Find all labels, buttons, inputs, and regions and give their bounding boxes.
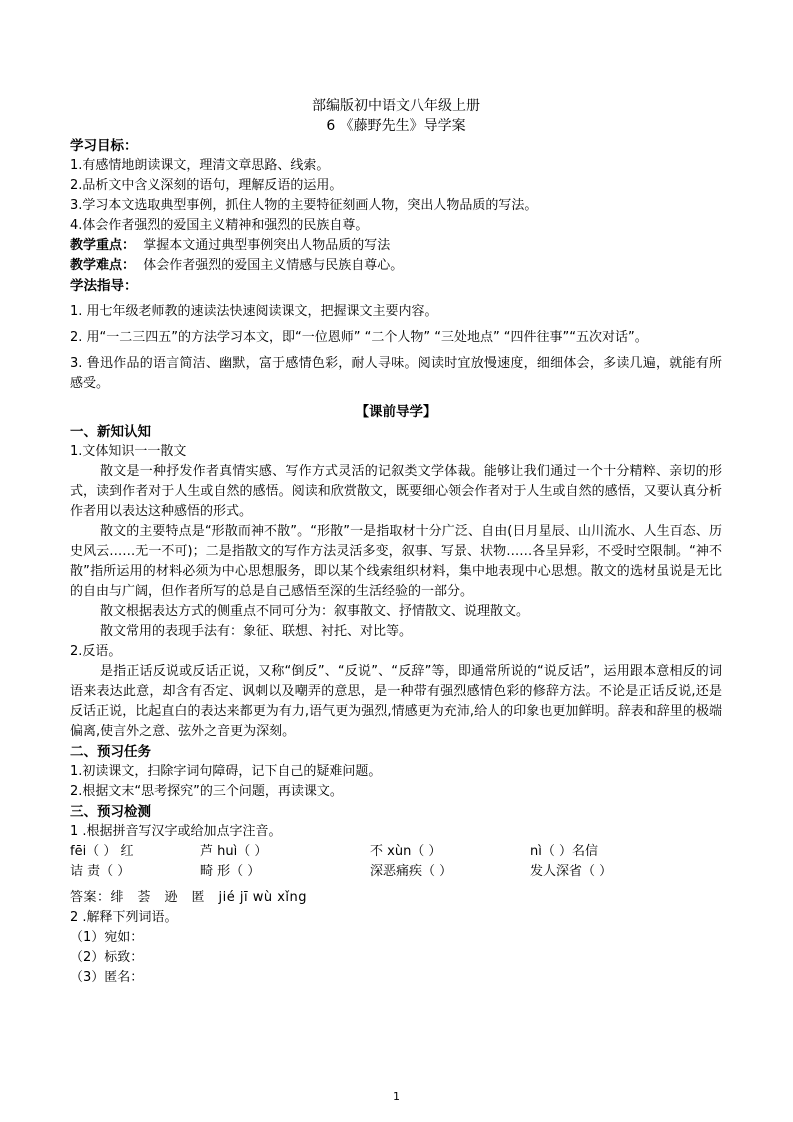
difficult-point <box>70 256 722 276</box>
objective-item: 1.有感情地朗读课文，理清文章思路、线索。 <box>70 158 330 173</box>
pinyin-row <box>70 862 722 882</box>
term-item: （1）宛如： <box>70 930 144 945</box>
part2-heading: 二、预习任务 <box>70 744 151 760</box>
pinyin-cell: nì（ ）名信 <box>530 844 598 859</box>
method-item: 2. 用“一二三四五”的方法学习本文，即“一位恩师” “二个人物” “三处地点” “四件往事”“五次对话”。 <box>70 330 648 345</box>
key-point <box>70 236 722 256</box>
part1-sub2: 2.反语。 <box>70 644 122 659</box>
term-item: （2）标致： <box>70 950 144 965</box>
term-item: （3）匿名： <box>70 970 144 985</box>
task-item: 1.初读课文，扫除字词句障碍，记下自己的疑难问题。 <box>70 764 382 779</box>
essay-paragraph: 散文是一种抒发作者真情实感、写作方式灵活的记叙类文学体裁。能够让我们通过一个十分精粹、亲切的形式，读到作者对于人生或自然的感悟。阅读和欣赏散文，既要细心领会作者对于人生或自然的感悟，又要认真分析作者用以表达这种感悟的形式。 <box>70 464 722 519</box>
objectives-heading: 学习目标： <box>70 138 138 154</box>
part1-heading: 一、新知认知 <box>70 424 151 440</box>
pinyin-cell: 诘 责（ ） <box>70 864 131 879</box>
method-heading: 学法指导： <box>70 278 138 294</box>
essay-paragraph: 散文根据表达方式的侧重点不同可分为：叙事散文、抒情散文、说理散文。 <box>100 604 530 619</box>
pinyin-cell: 不 xùn（ ） <box>370 844 442 859</box>
page-number: 1 <box>393 1090 400 1103</box>
pinyin-cell: fēi（ ） 红 <box>70 844 134 859</box>
pinyin-row <box>70 842 722 862</box>
pinyin-cell: 芦 huì（ ） <box>200 844 268 859</box>
pinyin-cell: 发人深省（ ） <box>530 864 613 879</box>
document-page <box>70 96 722 988</box>
objective-item: 3.学习本文选取典型事例，抓住人物的主要特征刻画人物，突出人物品质的写法。 <box>70 198 538 213</box>
preview-section-title: 【课前导学】 <box>355 404 437 420</box>
part1-sub1: 1.文体知识一一散文 <box>70 444 187 459</box>
difficult-point-text: 体会作者强烈的爱国主义情感与民族自尊心。 <box>143 258 404 273</box>
part3-heading: 三、预习检测 <box>70 804 151 820</box>
objective-item: 2.品析文中含义深刻的语句，理解反语的运用。 <box>70 178 343 193</box>
key-point-text: 掌握本文通过典型事例突出人物品质的写法 <box>143 238 391 253</box>
key-point-label: 教学重点： <box>70 238 136 253</box>
doc-title-line2: 6 《藤野先生》导学案 <box>326 118 466 134</box>
pinyin-cell: 深恶痛疾（ ） <box>370 864 453 879</box>
essay-paragraph: 散文常用的表现手法有：象征、联想、衬托、对比等。 <box>100 624 413 639</box>
task-item: 2.根据文末“思考探究”的三个问题，再读课文。 <box>70 784 343 799</box>
answer-line <box>70 888 722 908</box>
irony-paragraph: 是指正话反说或反话正说，又称“倒反”、“反说”、“反辞”等，即通常所说的“说反话”，运用跟本意相反的词语来表达此意，却含有否定、讽刺以及嘲弄的意思，是一种带有强烈感情色彩的修辞方法。不论是正话反说,还是反话正说，比起直白的表达来都更为有力,语气更为强烈,情感更为充沛,给人的印象也更加鲜明。辞表和辞里的极端偏离,使言外之意、弦外之音更为深刻。 <box>70 664 722 739</box>
method-item: 1. 用七年级老师教的速读法快速阅读课文，把握课文主要内容。 <box>70 304 438 319</box>
essay-paragraph: 散文的主要特点是“形散而神不散”。“形散”一是指取材十分广泛、自由(日月星辰、山川流水、人生百态、历史风云……无一不可)；二是指散文的写作方法灵活多变，叙事、写景、状物……各呈异彩，不受时空限制。“神不散”指所运用的材料必须为中心思想服务，即以某个线索组织材料，集中地表现中心思想。散文的选材虽说是无比的自由与广阔，但作者所写的总是自己感悟至深的生活经验的一部分。 <box>70 524 722 599</box>
method-item: 3. 鲁迅作品的语言简洁、幽默，富于感情色彩，耐人寻味。阅读时宜放慢速度，细细体会，多读几遍，就能有所感受。 <box>70 356 722 391</box>
answer-text: 绯 荟 逊 匿 jié jī wù xǐng <box>110 890 308 905</box>
difficult-point-label: 教学难点： <box>70 258 136 273</box>
answer-label: 答案： <box>70 890 111 905</box>
pinyin-cell: 畸 形（ ） <box>200 864 261 879</box>
objective-item: 4.体会作者强烈的爱国主义精神和强烈的民族自尊。 <box>70 218 369 233</box>
question-1: 1 .根据拼音写汉字或给加点字注音。 <box>70 824 282 839</box>
doc-title-line1: 部编版初中语文八年级上册 <box>312 98 480 114</box>
question-2: 2 .解释下列词语。 <box>70 910 178 925</box>
